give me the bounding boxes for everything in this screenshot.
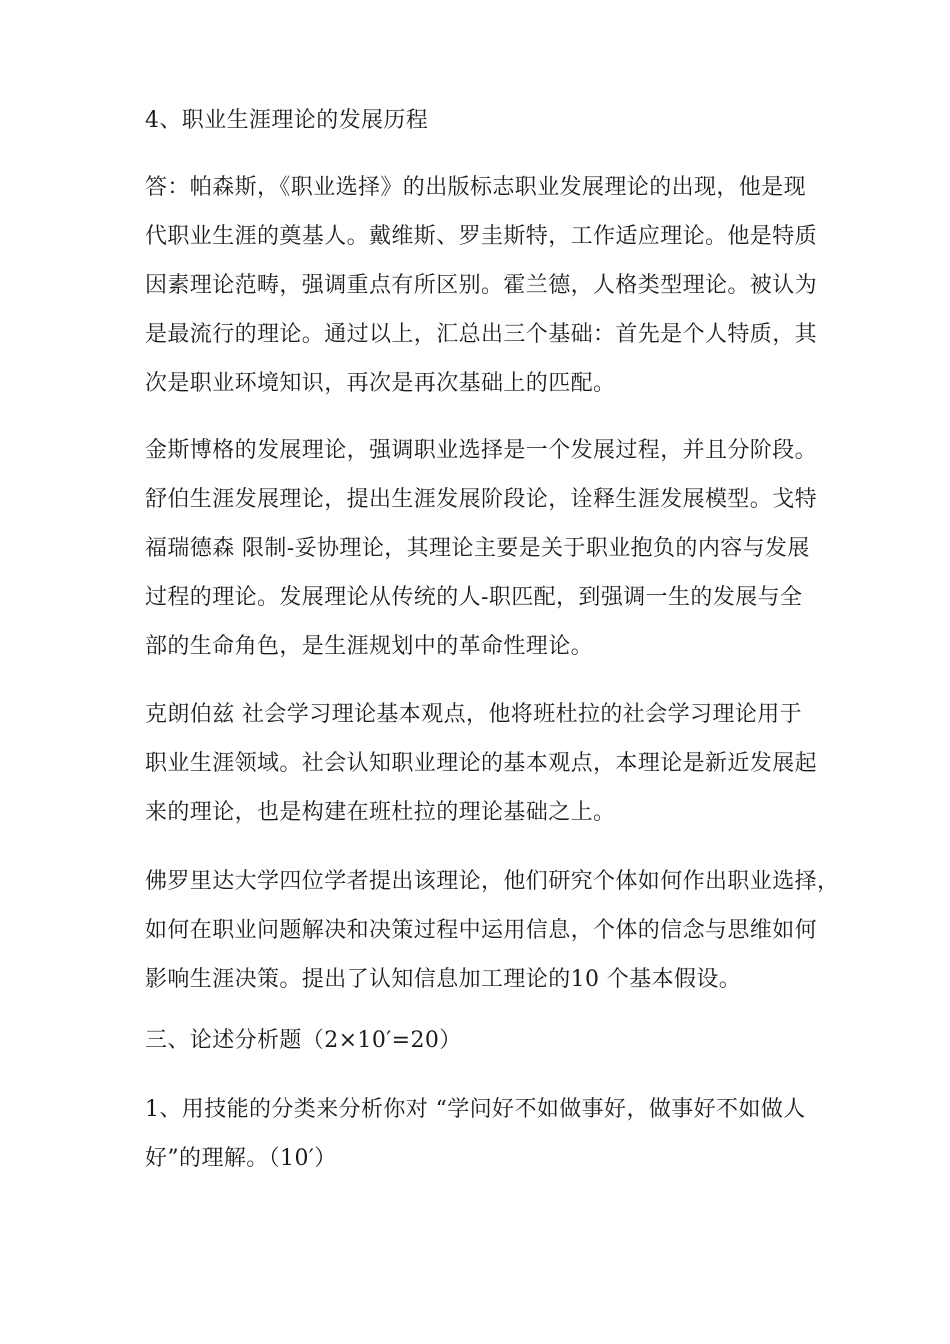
paragraph-line: 职业生涯领域。社会认知职业理论的基本观点，本理论是新近发展起	[145, 751, 818, 776]
question-line: 1、用技能的分类来分析你对 “学问好不如做事好，做事好不如做人	[145, 1097, 806, 1122]
question-1	[145, 1085, 835, 1183]
paragraph-line: 舒伯生涯发展理论，提出生涯发展阶段论，诠释生涯发展模型。戈特	[145, 487, 818, 512]
section-4-heading	[145, 96, 835, 145]
paragraph-line: 因素理论范畴，强调重点有所区别。霍兰德，人格类型理论。被认为	[145, 273, 818, 298]
answer-paragraph-3	[145, 690, 835, 837]
paragraph-line: 如何在职业问题解决和决策过程中运用信息，个体的信念与思维如何	[145, 918, 818, 943]
paragraph-line: 部的生命角色，是生涯规划中的革命性理论。	[145, 634, 594, 659]
paragraph-line: 过程的理论。发展理论从传统的人-职匹配，到强调一生的发展与全	[145, 585, 803, 610]
paragraph-line: 答：帕森斯，《职业选择》的出版标志职业发展理论的出现，他是现	[145, 175, 807, 200]
paragraph-line: 次是职业环境知识，再次是再次基础上的匹配。	[145, 371, 616, 396]
paragraph-line: 来的理论，也是构建在班杜拉的理论基础之上。	[145, 800, 616, 825]
paragraph-line: 佛罗里达大学四位学者提出该理论，他们研究个体如何作出职业选择，	[145, 869, 840, 894]
question-line: 好”的理解。（10′）	[145, 1146, 337, 1171]
heading-line: 4、职业生涯理论的发展历程	[145, 108, 429, 133]
paragraph-line: 金斯博格的发展理论，强调职业选择是一个发展过程，并且分阶段。	[145, 438, 818, 463]
paragraph-line: 影响生涯决策。提出了认知信息加工理论的10 个基本假设。	[145, 967, 742, 992]
paragraph-line: 福瑞德森 限制-妥协理论，其理论主要是关于职业抱负的内容与发展	[145, 536, 810, 561]
paragraph-line: 是最流行的理论。通过以上，汇总出三个基础：首先是个人特质，其	[145, 322, 818, 347]
answer-paragraph-1	[145, 163, 835, 408]
answer-paragraph-2	[145, 426, 835, 671]
answer-paragraph-4	[145, 857, 840, 1004]
heading-line: 三、论述分析题（2×10′=20）	[145, 1028, 462, 1053]
paragraph-line: 克朗伯兹 社会学习理论基本观点，他将班杜拉的社会学习理论用于	[145, 702, 802, 727]
section-3-heading	[145, 1016, 835, 1065]
paragraph-line: 代职业生涯的奠基人。戴维斯、罗圭斯特，工作适应理论。他是特质	[145, 224, 818, 249]
